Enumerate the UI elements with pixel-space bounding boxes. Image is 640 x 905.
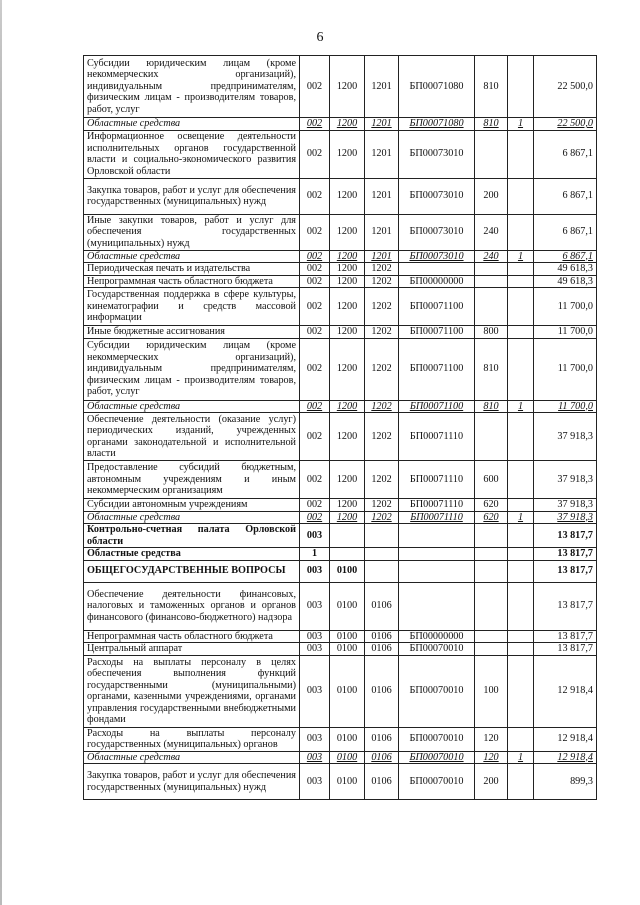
row-pr: 0106 <box>365 764 399 800</box>
row-rz: 1200 <box>330 56 365 118</box>
row-pr: 0106 <box>365 655 399 727</box>
row-rz: 0100 <box>330 643 365 656</box>
row-name: Информационное освещение деятельности исполнительных органов государственной власти и социально-экономического развития Орловской области <box>84 130 300 178</box>
row-src <box>508 130 534 178</box>
row-src <box>508 560 534 582</box>
row-rz: 1200 <box>330 263 365 276</box>
row-sum: 6 867,1 <box>534 130 597 178</box>
row-src <box>508 413 534 461</box>
row-vr: 600 <box>475 461 508 499</box>
table-row <box>84 338 597 400</box>
row-rz: 1200 <box>330 250 365 263</box>
row-vr: 120 <box>475 751 508 764</box>
row-vr: 810 <box>475 338 508 400</box>
row-ved: 003 <box>300 643 330 656</box>
row-ved: 002 <box>300 263 330 276</box>
row-csr: БП00070010 <box>399 727 475 751</box>
row-sum: 13 817,7 <box>534 524 597 548</box>
row-name: Субсидии автономным учреждениям <box>84 499 300 512</box>
table-row <box>84 548 597 561</box>
row-name: Предоставление субсидий бюджетным, автономным учреждениям и иным некоммерческим организациям <box>84 461 300 499</box>
row-src <box>508 326 534 339</box>
row-csr: БП00070010 <box>399 764 475 800</box>
row-rz: 1200 <box>330 288 365 326</box>
row-sum: 49 618,3 <box>534 263 597 276</box>
row-vr <box>475 263 508 276</box>
row-pr: 1202 <box>365 413 399 461</box>
row-rz: 0100 <box>330 582 365 630</box>
row-csr <box>399 263 475 276</box>
row-pr: 0106 <box>365 582 399 630</box>
table-row <box>84 499 597 512</box>
row-ved: 1 <box>300 548 330 561</box>
row-name: Расходы на выплаты персоналу государственных (муниципальных) органов <box>84 727 300 751</box>
row-pr: 1202 <box>365 275 399 288</box>
table-row <box>84 263 597 276</box>
table-row <box>84 582 597 630</box>
row-pr: 1202 <box>365 461 399 499</box>
row-sum: 12 918,4 <box>534 727 597 751</box>
row-vr <box>475 582 508 630</box>
row-vr: 200 <box>475 764 508 800</box>
row-vr: 240 <box>475 250 508 263</box>
row-csr: БП00071110 <box>399 511 475 524</box>
row-name: Контрольно-счетная палата Орловской области <box>84 524 300 548</box>
row-rz: 1200 <box>330 326 365 339</box>
row-ved: 002 <box>300 178 330 214</box>
row-csr: БП00070010 <box>399 655 475 727</box>
table-row <box>84 275 597 288</box>
row-sum: 12 918,4 <box>534 655 597 727</box>
row-rz: 1200 <box>330 461 365 499</box>
row-pr: 1202 <box>365 326 399 339</box>
row-rz: 0100 <box>330 764 365 800</box>
row-name: Областные средства <box>84 548 300 561</box>
row-csr: БП00071080 <box>399 56 475 118</box>
row-rz: 1200 <box>330 413 365 461</box>
row-ved: 002 <box>300 461 330 499</box>
row-name: ОБЩЕГОСУДАРСТВЕННЫЕ ВОПРОСЫ <box>84 560 300 582</box>
row-name: Государственная поддержка в сфере культуры, кинематографии и средств массовой информации <box>84 288 300 326</box>
row-sum: 13 817,7 <box>534 582 597 630</box>
row-ved: 003 <box>300 630 330 643</box>
row-ved: 002 <box>300 214 330 250</box>
row-pr: 1202 <box>365 338 399 400</box>
table-row <box>84 655 597 727</box>
row-src <box>508 643 534 656</box>
row-ved: 003 <box>300 727 330 751</box>
table-row <box>84 130 597 178</box>
row-src <box>508 56 534 118</box>
row-rz: 1200 <box>330 118 365 131</box>
row-pr: 1202 <box>365 400 399 413</box>
row-name: Периодическая печать и издательства <box>84 263 300 276</box>
budget-table <box>83 55 597 800</box>
row-rz <box>330 548 365 561</box>
row-csr <box>399 582 475 630</box>
row-rz: 0100 <box>330 630 365 643</box>
row-rz: 1200 <box>330 214 365 250</box>
row-src: 1 <box>508 751 534 764</box>
table-row <box>84 643 597 656</box>
table-row <box>84 288 597 326</box>
row-csr: БП00073010 <box>399 178 475 214</box>
row-sum: 6 867,1 <box>534 178 597 214</box>
row-name: Областные средства <box>84 511 300 524</box>
row-pr: 1202 <box>365 499 399 512</box>
row-csr: БП00071100 <box>399 338 475 400</box>
row-sum: 49 618,3 <box>534 275 597 288</box>
row-name: Обеспечение деятельности (оказание услуг) периодических изданий, учрежденных органами законодательной и исполнительной власти <box>84 413 300 461</box>
row-pr: 1201 <box>365 250 399 263</box>
table-row <box>84 56 597 118</box>
row-csr: БП00070010 <box>399 751 475 764</box>
table-row <box>84 400 597 413</box>
row-vr <box>475 560 508 582</box>
row-src: 1 <box>508 511 534 524</box>
row-src <box>508 764 534 800</box>
table-row <box>84 214 597 250</box>
row-sum: 13 817,7 <box>534 643 597 656</box>
row-vr <box>475 548 508 561</box>
row-csr: БП00071100 <box>399 400 475 413</box>
row-sum: 37 918,3 <box>534 413 597 461</box>
row-name: Иные закупки товаров, работ и услуг для обеспечения государственных (муниципальных) нужд <box>84 214 300 250</box>
row-sum: 11 700,0 <box>534 326 597 339</box>
row-rz: 1200 <box>330 511 365 524</box>
row-name: Непрограммная часть областного бюджета <box>84 630 300 643</box>
row-src <box>508 263 534 276</box>
row-sum: 6 867,1 <box>534 214 597 250</box>
row-src: 1 <box>508 400 534 413</box>
row-vr: 810 <box>475 400 508 413</box>
row-ved: 002 <box>300 338 330 400</box>
row-ved: 002 <box>300 511 330 524</box>
table-row <box>84 524 597 548</box>
row-rz: 1200 <box>330 400 365 413</box>
row-src <box>508 275 534 288</box>
row-name: Областные средства <box>84 751 300 764</box>
row-src <box>508 178 534 214</box>
row-ved: 003 <box>300 560 330 582</box>
row-name: Иные бюджетные ассигнования <box>84 326 300 339</box>
row-pr <box>365 548 399 561</box>
row-ved: 002 <box>300 56 330 118</box>
row-name: Субсидии юридическим лицам (кроме некоммерческих организаций), индивидуальным предпринимателям, физическим лицам - производителям товаров, работ, услуг <box>84 56 300 118</box>
row-vr: 120 <box>475 727 508 751</box>
row-rz: 1200 <box>330 178 365 214</box>
table-row <box>84 764 597 800</box>
table-row <box>84 751 597 764</box>
row-sum: 13 817,7 <box>534 630 597 643</box>
row-rz: 0100 <box>330 751 365 764</box>
row-name: Центральный аппарат <box>84 643 300 656</box>
row-csr: БП00000000 <box>399 630 475 643</box>
row-rz: 1200 <box>330 130 365 178</box>
row-vr: 810 <box>475 56 508 118</box>
row-rz: 0100 <box>330 560 365 582</box>
row-sum: 12 918,4 <box>534 751 597 764</box>
row-rz: 1200 <box>330 275 365 288</box>
row-sum: 37 918,3 <box>534 511 597 524</box>
row-ved: 002 <box>300 288 330 326</box>
table-body <box>84 56 597 800</box>
table-row <box>84 118 597 131</box>
table-row <box>84 326 597 339</box>
row-ved: 003 <box>300 582 330 630</box>
table-row <box>84 560 597 582</box>
row-pr <box>365 560 399 582</box>
row-rz: 1200 <box>330 338 365 400</box>
row-src <box>508 630 534 643</box>
row-pr: 0106 <box>365 630 399 643</box>
row-name: Закупка товаров, работ и услуг для обеспечения государственных (муниципальных) нужд <box>84 178 300 214</box>
row-pr: 0106 <box>365 751 399 764</box>
row-sum: 11 700,0 <box>534 338 597 400</box>
row-ved: 002 <box>300 118 330 131</box>
row-pr: 0106 <box>365 643 399 656</box>
row-csr: БП00073010 <box>399 214 475 250</box>
row-rz: 0100 <box>330 727 365 751</box>
row-vr <box>475 524 508 548</box>
row-vr <box>475 643 508 656</box>
table-row <box>84 511 597 524</box>
row-vr: 200 <box>475 178 508 214</box>
row-vr <box>475 630 508 643</box>
row-vr: 240 <box>475 214 508 250</box>
row-ved: 002 <box>300 130 330 178</box>
row-sum: 13 817,7 <box>534 560 597 582</box>
row-src <box>508 655 534 727</box>
table-row <box>84 413 597 461</box>
row-csr: БП00071080 <box>399 118 475 131</box>
row-src <box>508 214 534 250</box>
row-sum: 13 817,7 <box>534 548 597 561</box>
row-sum: 22 500,0 <box>534 118 597 131</box>
row-pr: 1202 <box>365 288 399 326</box>
row-ved: 002 <box>300 275 330 288</box>
row-name: Областные средства <box>84 400 300 413</box>
row-sum: 899,3 <box>534 764 597 800</box>
row-pr: 0106 <box>365 727 399 751</box>
row-src: 1 <box>508 250 534 263</box>
row-csr: БП00071110 <box>399 461 475 499</box>
row-name: Закупка товаров, работ и услуг для обеспечения государственных (муниципальных) нужд <box>84 764 300 800</box>
row-vr <box>475 288 508 326</box>
row-sum: 22 500,0 <box>534 56 597 118</box>
table-row <box>84 178 597 214</box>
row-csr: БП00071110 <box>399 499 475 512</box>
row-ved: 002 <box>300 413 330 461</box>
row-csr: БП00071100 <box>399 288 475 326</box>
row-csr <box>399 560 475 582</box>
row-pr: 1201 <box>365 214 399 250</box>
row-sum: 6 867,1 <box>534 250 597 263</box>
row-rz: 1200 <box>330 499 365 512</box>
scan-edge <box>0 0 2 905</box>
row-src <box>508 288 534 326</box>
row-sum: 37 918,3 <box>534 461 597 499</box>
row-sum: 11 700,0 <box>534 288 597 326</box>
row-name: Областные средства <box>84 250 300 263</box>
row-pr: 1201 <box>365 56 399 118</box>
row-src: 1 <box>508 118 534 131</box>
row-sum: 11 700,0 <box>534 400 597 413</box>
row-ved: 002 <box>300 250 330 263</box>
row-src <box>508 499 534 512</box>
row-csr: БП00073010 <box>399 250 475 263</box>
row-name: Обеспечение деятельности финансовых, налоговых и таможенных органов и органов финансового (финансово-бюджетного) надзора <box>84 582 300 630</box>
row-csr <box>399 524 475 548</box>
row-src <box>508 338 534 400</box>
row-ved: 003 <box>300 524 330 548</box>
row-vr <box>475 275 508 288</box>
row-vr <box>475 130 508 178</box>
row-csr <box>399 548 475 561</box>
row-csr: БП00000000 <box>399 275 475 288</box>
row-vr: 800 <box>475 326 508 339</box>
row-pr: 1201 <box>365 130 399 178</box>
row-vr: 620 <box>475 499 508 512</box>
table-row <box>84 727 597 751</box>
row-rz: 0100 <box>330 655 365 727</box>
row-pr: 1202 <box>365 263 399 276</box>
row-src <box>508 461 534 499</box>
row-pr: 1202 <box>365 511 399 524</box>
row-ved: 002 <box>300 499 330 512</box>
row-src <box>508 582 534 630</box>
row-pr <box>365 524 399 548</box>
row-name: Областные средства <box>84 118 300 131</box>
page-number: 6 <box>316 30 324 45</box>
row-csr: БП00073010 <box>399 130 475 178</box>
row-src <box>508 548 534 561</box>
row-ved: 002 <box>300 400 330 413</box>
row-pr: 1201 <box>365 178 399 214</box>
row-vr: 810 <box>475 118 508 131</box>
row-ved: 002 <box>300 326 330 339</box>
table-row <box>84 461 597 499</box>
row-csr: БП00070010 <box>399 643 475 656</box>
row-vr: 100 <box>475 655 508 727</box>
row-csr: БП00071100 <box>399 326 475 339</box>
row-ved: 003 <box>300 764 330 800</box>
row-csr: БП00071110 <box>399 413 475 461</box>
row-src <box>508 727 534 751</box>
row-name: Непрограммная часть областного бюджета <box>84 275 300 288</box>
row-name: Расходы на выплаты персоналу в целях обеспечения выполнения функций государственными (муниципальными) органами, казенными учреждениями, органами управления государственными внебюджетными фондами <box>84 655 300 727</box>
table-row <box>84 630 597 643</box>
row-vr <box>475 413 508 461</box>
row-ved: 003 <box>300 655 330 727</box>
table-row <box>84 250 597 263</box>
row-src <box>508 524 534 548</box>
row-sum: 37 918,3 <box>534 499 597 512</box>
row-vr: 620 <box>475 511 508 524</box>
row-name: Субсидии юридическим лицам (кроме некоммерческих организаций), индивидуальным предпринимателям, физическим лицам - производителям товаров, работ, услуг <box>84 338 300 400</box>
row-ved: 003 <box>300 751 330 764</box>
row-pr: 1201 <box>365 118 399 131</box>
row-rz <box>330 524 365 548</box>
